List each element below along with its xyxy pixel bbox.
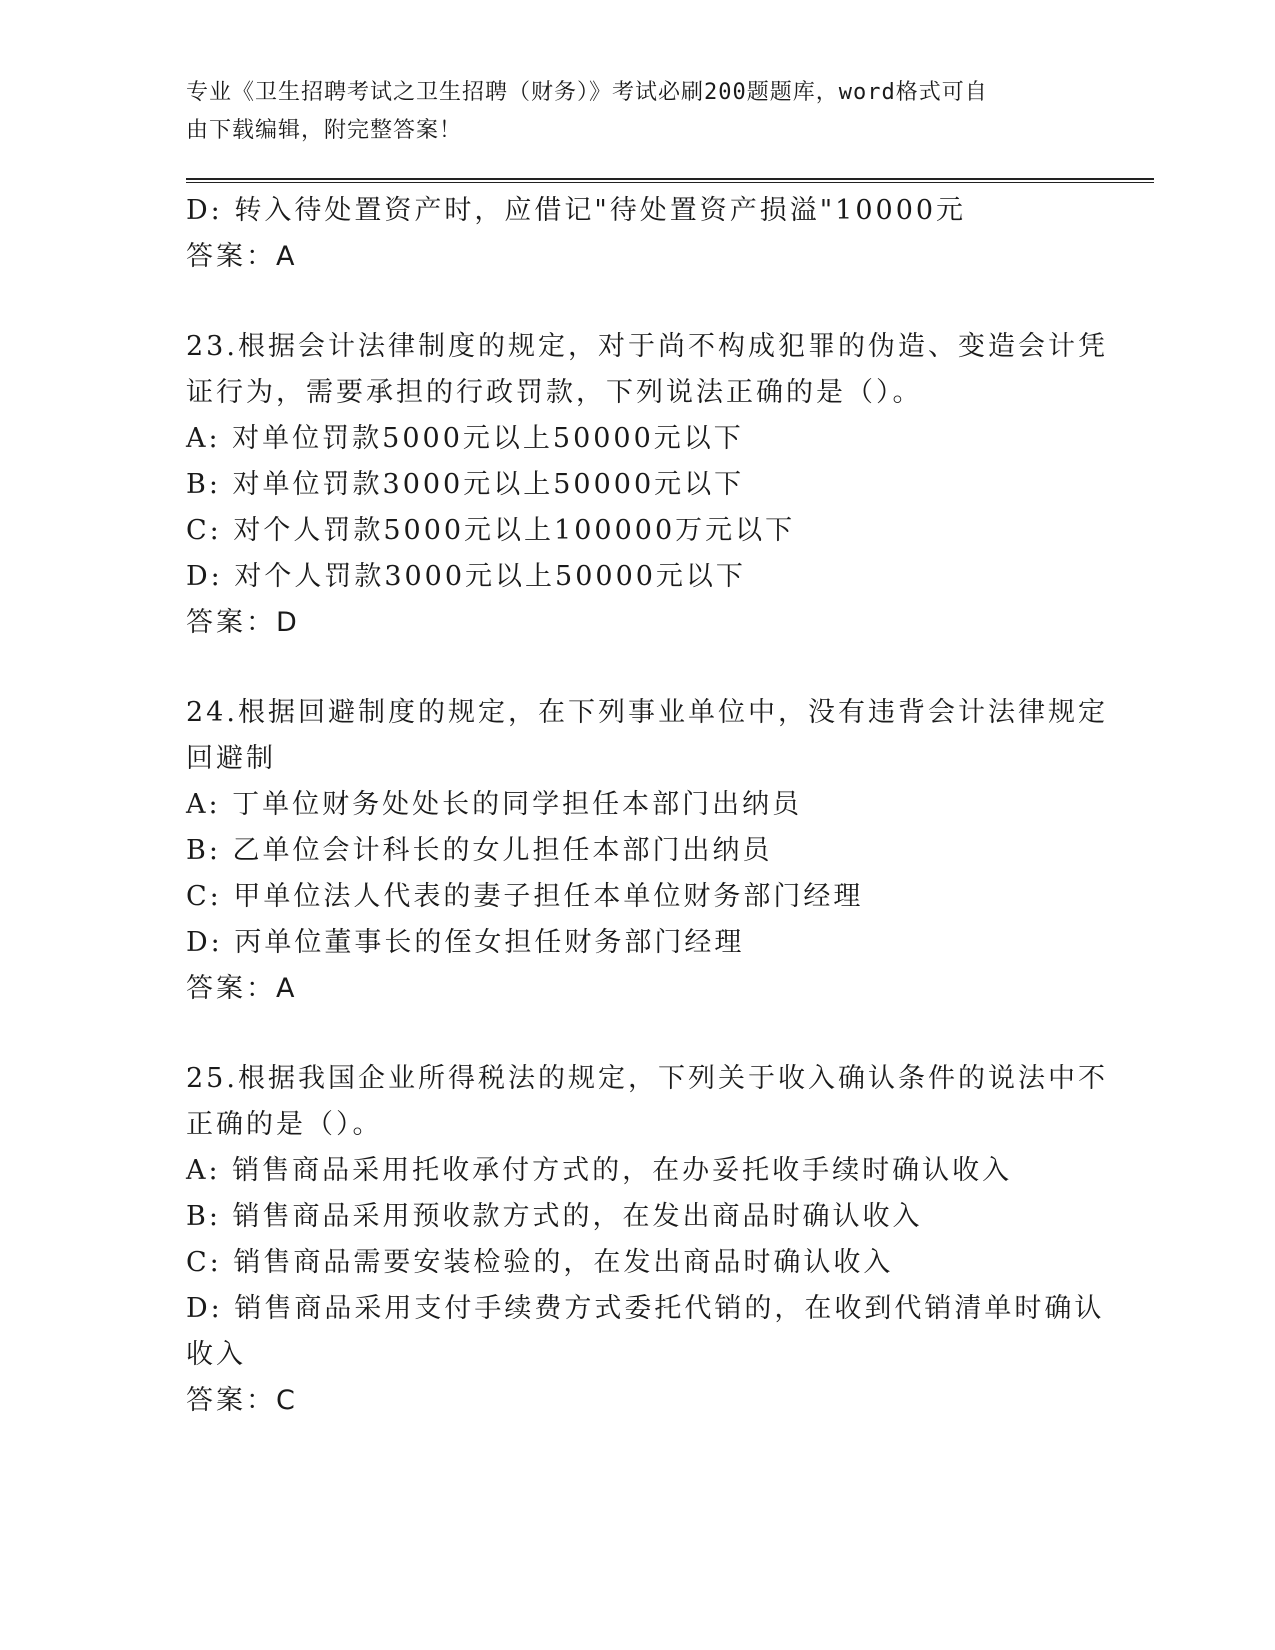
option-a: A: 对单位罚款5000元以上50000元以下 xyxy=(186,423,744,454)
answer-line: 答案：A xyxy=(186,973,298,1004)
option-b: B: 乙单位会计科长的女儿担任本部门出纳员 xyxy=(186,835,773,866)
header-divider-thick xyxy=(186,178,1154,180)
option-b: B: 销售商品采用预收款方式的，在发出商品时确认收入 xyxy=(186,1201,923,1232)
document-body xyxy=(186,188,1108,1424)
spacer xyxy=(186,280,1086,324)
option-d-line-2: 收入 xyxy=(186,1339,246,1370)
spacer xyxy=(186,646,1086,690)
option-c: C: 甲单位法人代表的妻子担任本单位财务部门经理 xyxy=(186,881,864,912)
question-stem-line-2: 正确的是（）。 xyxy=(186,1109,383,1140)
header-line-1: 专业《卫生招聘考试之卫生招聘（财务）》考试必刷200题题库，word格式可自 xyxy=(186,80,988,105)
option-d: D: 转入待处置资产时，应借记"待处置资产损溢"10000元 xyxy=(186,195,967,226)
question-stem-line-1: 24.根据回避制度的规定，在下列事业单位中，没有违背会计法律规定 xyxy=(186,697,1108,728)
option-d: D: 丙单位董事长的侄女担任财务部门经理 xyxy=(186,927,745,958)
question-25 xyxy=(186,1056,1108,1424)
option-b: B: 对单位罚款3000元以上50000元以下 xyxy=(186,469,745,500)
question-stem-line-2: 证行为，需要承担的行政罚款，下列说法正确的是（）。 xyxy=(186,377,923,408)
option-c: C: 销售商品需要安装检验的，在发出商品时确认收入 xyxy=(186,1247,894,1278)
answer-line: 答案：C xyxy=(186,1385,298,1416)
answer-line: 答案：A xyxy=(186,241,298,272)
question-stem-line-1: 25.根据我国企业所得税法的规定，下列关于收入确认条件的说法中不 xyxy=(186,1063,1108,1094)
question-22-tail xyxy=(186,188,1086,280)
question-24 xyxy=(186,690,1108,1012)
option-d: D: 对个人罚款3000元以上50000元以下 xyxy=(186,561,746,592)
question-stem-line-2: 回避制 xyxy=(186,743,276,774)
header-divider-thin xyxy=(186,182,1154,183)
question-stem-line-1: 23.根据会计法律制度的规定，对于尚不构成犯罪的伪造、变造会计凭 xyxy=(186,331,1108,362)
option-d-line-1: D: 销售商品采用支付手续费方式委托代销的，在收到代销清单时确认 xyxy=(186,1293,1105,1324)
document-header xyxy=(186,74,1086,150)
question-23 xyxy=(186,324,1108,646)
header-line-2: 由下载编辑，附完整答案！ xyxy=(186,118,463,143)
option-a: A: 销售商品采用托收承付方式的，在办妥托收手续时确认收入 xyxy=(186,1155,1013,1186)
option-c: C: 对个人罚款5000元以上100000万元以下 xyxy=(186,515,796,546)
spacer xyxy=(186,1012,1086,1056)
option-a: A: 丁单位财务处处长的同学担任本部门出纳员 xyxy=(186,789,803,820)
answer-line: 答案：D xyxy=(186,607,300,638)
